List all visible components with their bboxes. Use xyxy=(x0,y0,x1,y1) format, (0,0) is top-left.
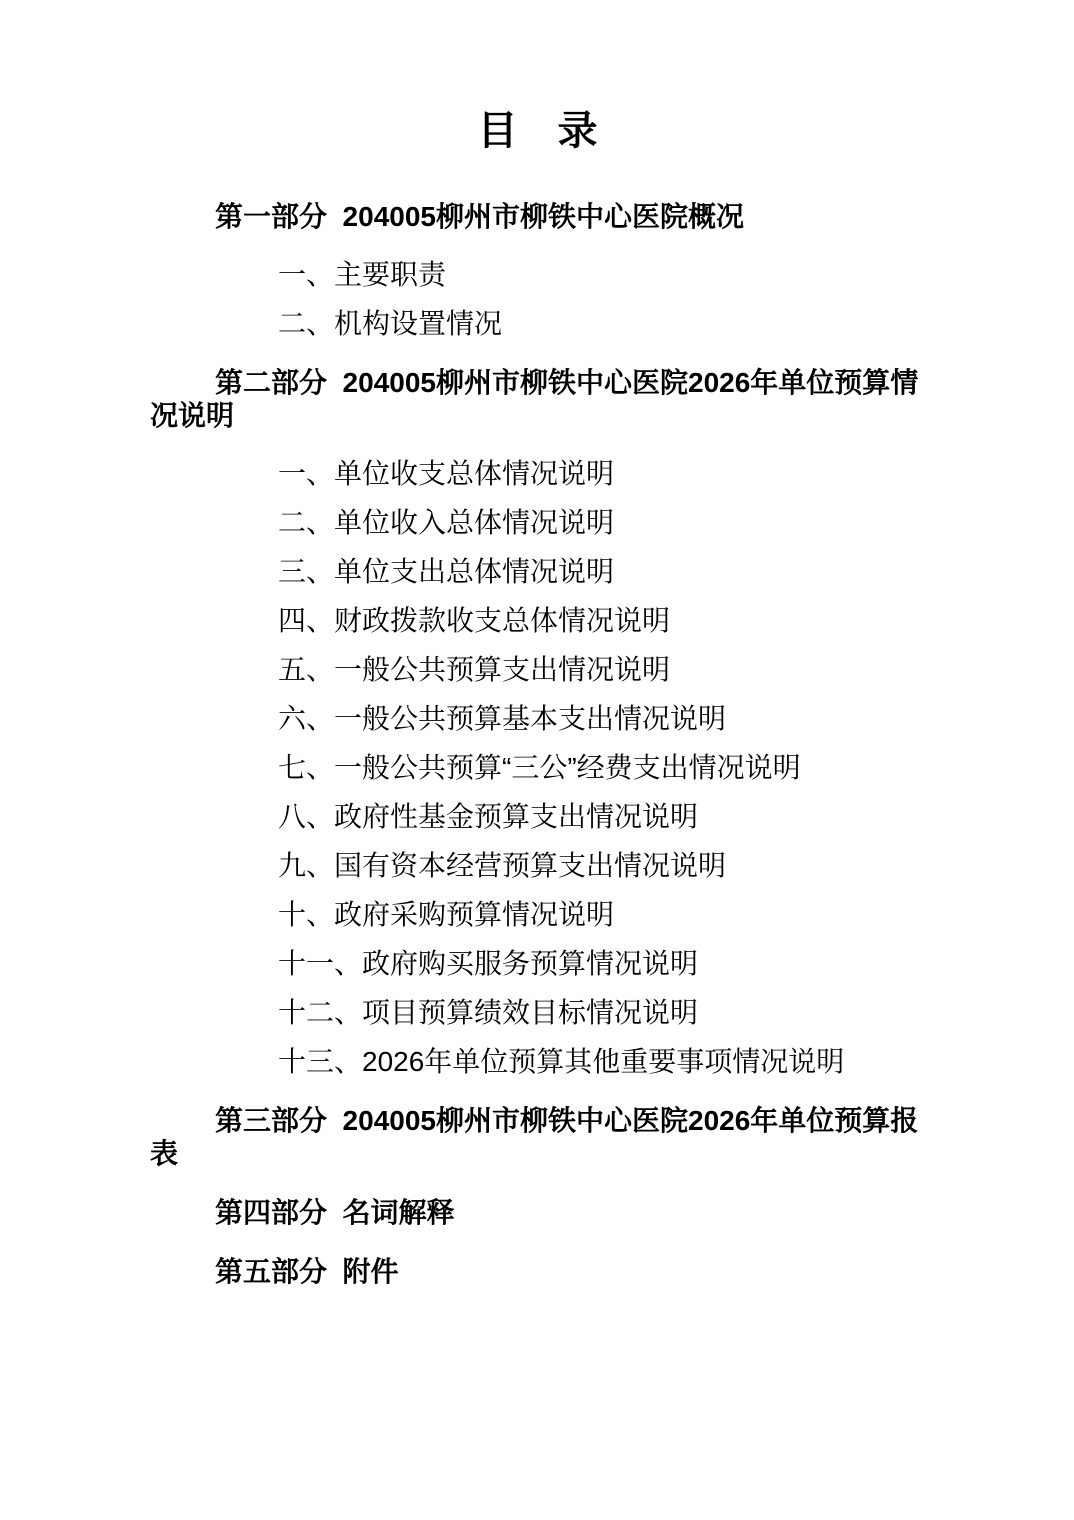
section-heading: 第三部分 204005柳州市柳铁中心医院2026年单位预算报表 xyxy=(150,1105,919,1169)
section-heading: 第四部分 名词解释 xyxy=(215,1197,455,1228)
toc-item: 十二、项目预算绩效目标情况说明 xyxy=(278,997,699,1028)
toc-item: 四、财政拨款收支总体情况说明 xyxy=(278,605,671,636)
toc-item: 三、单位支出总体情况说明 xyxy=(278,556,615,587)
toc-item: 十一、政府购买服务预算情况说明 xyxy=(278,948,699,979)
toc-item: 七、一般公共预算“三公”经费支出情况说明 xyxy=(278,752,801,783)
toc-item: 十、政府采购预算情况说明 xyxy=(278,899,615,930)
toc xyxy=(150,200,925,1288)
toc-item: 五、一般公共预算支出情况说明 xyxy=(278,654,671,685)
section-heading: 第五部分 附件 xyxy=(215,1256,399,1287)
toc-item: 二、机构设置情况 xyxy=(278,308,503,339)
toc-item: 八、政府性基金预算支出情况说明 xyxy=(278,801,699,832)
toc-item: 六、一般公共预算基本支出情况说明 xyxy=(278,703,727,734)
section-heading: 第一部分 204005柳州市柳铁中心医院概况 xyxy=(215,201,744,232)
toc-item: 九、国有资本经营预算支出情况说明 xyxy=(278,850,727,881)
toc-item: 一、主要职责 xyxy=(278,259,447,290)
toc-item: 二、单位收入总体情况说明 xyxy=(278,507,615,538)
toc-item: 十三、2026年单位预算其他重要事项情况说明 xyxy=(278,1046,845,1077)
section-heading: 第二部分 204005柳州市柳铁中心医院2026年单位预算情况说明 xyxy=(150,367,919,431)
toc-item: 一、单位收支总体情况说明 xyxy=(278,458,615,489)
toc-title: 目 录 xyxy=(477,109,598,153)
